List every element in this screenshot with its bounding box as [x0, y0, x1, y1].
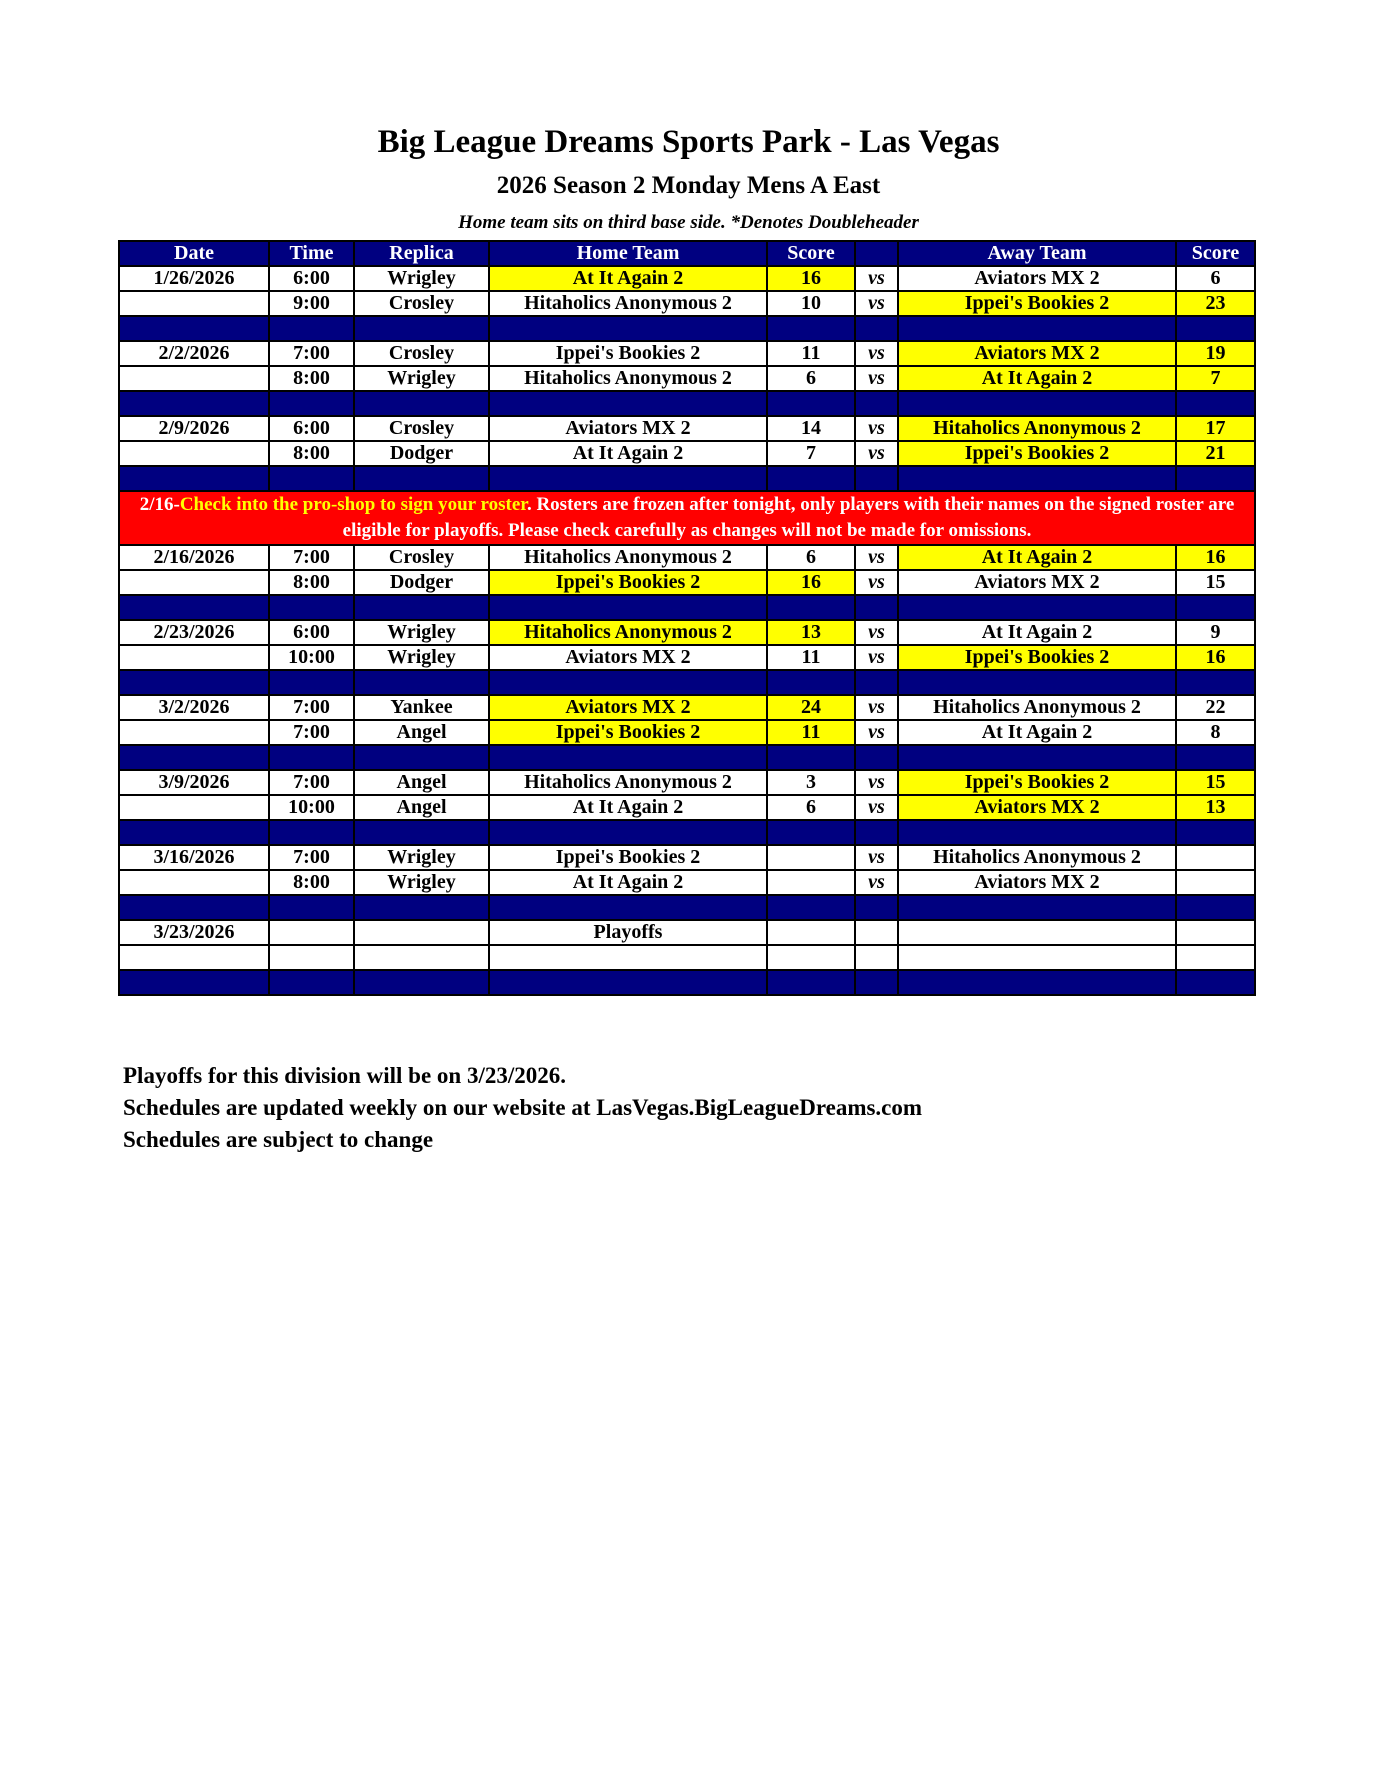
- game-row: [119, 845, 1255, 870]
- separator-cell: [354, 820, 489, 845]
- away-score-cell: 13: [1176, 795, 1255, 820]
- vs-cell: vs: [855, 366, 898, 391]
- time-cell: 10:00: [269, 645, 354, 670]
- game-row: [119, 870, 1255, 895]
- separator-cell: [269, 316, 354, 341]
- home-score-cell: [767, 945, 855, 970]
- vs-cell: vs: [855, 620, 898, 645]
- home-score-cell: 13: [767, 620, 855, 645]
- separator-cell: [489, 466, 767, 491]
- replica-cell: Wrigley: [354, 645, 489, 670]
- schedule-body: [119, 266, 1255, 995]
- game-row: [119, 291, 1255, 316]
- separator-cell: [489, 745, 767, 770]
- column-header-replica: Replica: [354, 241, 489, 266]
- home-score-cell: 24: [767, 695, 855, 720]
- separator-row: [119, 745, 1255, 770]
- away-team-cell: Hitaholics Anonymous 2: [898, 695, 1176, 720]
- time-cell: 7:00: [269, 341, 354, 366]
- date-cell: 3/23/2026: [119, 920, 269, 945]
- column-header-away-team: Away Team: [898, 241, 1176, 266]
- game-row: [119, 441, 1255, 466]
- time-cell: 8:00: [269, 570, 354, 595]
- separator-cell: [898, 391, 1176, 416]
- time-cell: 10:00: [269, 795, 354, 820]
- time-cell: 7:00: [269, 720, 354, 745]
- time-cell: [269, 945, 354, 970]
- separator-cell: [1176, 895, 1255, 920]
- date-cell: 2/2/2026: [119, 341, 269, 366]
- roster-notice: [119, 491, 1255, 545]
- separator-cell: [767, 391, 855, 416]
- time-cell: 7:00: [269, 845, 354, 870]
- replica-cell: Angel: [354, 770, 489, 795]
- away-score-cell: 15: [1176, 570, 1255, 595]
- replica-cell: Wrigley: [354, 366, 489, 391]
- away-team-cell: Aviators MX 2: [898, 870, 1176, 895]
- separator-cell: [898, 745, 1176, 770]
- separator-cell: [354, 595, 489, 620]
- separator-cell: [1176, 745, 1255, 770]
- date-cell: 3/16/2026: [119, 845, 269, 870]
- separator-cell: [767, 466, 855, 491]
- home-team-cell: At It Again 2: [489, 870, 767, 895]
- separator-cell: [855, 466, 898, 491]
- separator-cell: [269, 820, 354, 845]
- away-score-cell: [1176, 945, 1255, 970]
- separator-cell: [898, 820, 1176, 845]
- date-cell: 2/23/2026: [119, 620, 269, 645]
- home-team-cell: Aviators MX 2: [489, 416, 767, 441]
- date-cell: 2/9/2026: [119, 416, 269, 441]
- away-team-cell: [898, 945, 1176, 970]
- separator-cell: [767, 316, 855, 341]
- replica-cell: Dodger: [354, 441, 489, 466]
- vs-cell: vs: [855, 266, 898, 291]
- time-cell: 7:00: [269, 770, 354, 795]
- replica-cell: Angel: [354, 795, 489, 820]
- separator-cell: [354, 391, 489, 416]
- vs-cell: [855, 920, 898, 945]
- away-score-cell: [1176, 870, 1255, 895]
- away-score-cell: 15: [1176, 770, 1255, 795]
- separator-cell: [767, 820, 855, 845]
- date-cell: [119, 366, 269, 391]
- separator-cell: [767, 895, 855, 920]
- notice-highlight: Check into the pro-shop to sign your roster: [179, 494, 527, 515]
- time-cell: 7:00: [269, 545, 354, 570]
- vs-cell: vs: [855, 845, 898, 870]
- time-cell: 8:00: [269, 870, 354, 895]
- footer-playoffs-note: Playoffs for this division will be on 3/23/2026.: [123, 1063, 567, 1088]
- replica-cell: Angel: [354, 720, 489, 745]
- game-row: [119, 695, 1255, 720]
- game-row: [119, 795, 1255, 820]
- away-team-cell: Aviators MX 2: [898, 266, 1176, 291]
- game-row: [119, 545, 1255, 570]
- home-team-cell: At It Again 2: [489, 441, 767, 466]
- home-score-cell: 11: [767, 341, 855, 366]
- column-header-date: Date: [119, 241, 269, 266]
- home-score-cell: 11: [767, 645, 855, 670]
- away-score-cell: 16: [1176, 645, 1255, 670]
- date-cell: [119, 291, 269, 316]
- date-cell: [119, 795, 269, 820]
- away-score-cell: 6: [1176, 266, 1255, 291]
- game-row: [119, 416, 1255, 441]
- separator-cell: [1176, 595, 1255, 620]
- separator-cell: [855, 745, 898, 770]
- separator-cell: [489, 970, 767, 995]
- date-cell: 3/2/2026: [119, 695, 269, 720]
- away-team-cell: [898, 920, 1176, 945]
- game-row: [119, 341, 1255, 366]
- separator-cell: [1176, 391, 1255, 416]
- separator-cell: [767, 595, 855, 620]
- notice-prefix: 2/16-: [139, 494, 180, 515]
- home-team-cell: Hitaholics Anonymous 2: [489, 545, 767, 570]
- separator-row: [119, 391, 1255, 416]
- separator-cell: [898, 670, 1176, 695]
- game-row: [119, 366, 1255, 391]
- vs-cell: vs: [855, 870, 898, 895]
- separator-row: [119, 595, 1255, 620]
- vs-cell: vs: [855, 720, 898, 745]
- separator-cell: [354, 466, 489, 491]
- date-cell: [119, 945, 269, 970]
- home-team-cell: Hitaholics Anonymous 2: [489, 291, 767, 316]
- separator-row: [119, 895, 1255, 920]
- date-cell: [119, 570, 269, 595]
- separator-cell: [354, 895, 489, 920]
- separator-cell: [269, 970, 354, 995]
- away-team-cell: Ippei's Bookies 2: [898, 291, 1176, 316]
- home-score-cell: 14: [767, 416, 855, 441]
- time-cell: 6:00: [269, 620, 354, 645]
- vs-cell: vs: [855, 441, 898, 466]
- time-cell: 8:00: [269, 366, 354, 391]
- separator-cell: [489, 391, 767, 416]
- separator-cell: [269, 670, 354, 695]
- vs-cell: [855, 945, 898, 970]
- home-team-cell: Ippei's Bookies 2: [489, 845, 767, 870]
- home-team-cell: Ippei's Bookies 2: [489, 570, 767, 595]
- vs-cell: vs: [855, 695, 898, 720]
- separator-cell: [269, 466, 354, 491]
- separator-cell: [354, 316, 489, 341]
- away-score-cell: [1176, 920, 1255, 945]
- home-team-cell: At It Again 2: [489, 795, 767, 820]
- date-cell: [119, 870, 269, 895]
- vs-cell: vs: [855, 770, 898, 795]
- separator-cell: [119, 970, 269, 995]
- home-team-cell: At It Again 2: [489, 266, 767, 291]
- replica-cell: Crosley: [354, 291, 489, 316]
- home-team-cell: Hitaholics Anonymous 2: [489, 770, 767, 795]
- home-team-cell: Aviators MX 2: [489, 645, 767, 670]
- time-cell: 7:00: [269, 695, 354, 720]
- home-team-cell: Playoffs: [489, 920, 767, 945]
- home-team-cell: Ippei's Bookies 2: [489, 720, 767, 745]
- time-cell: 6:00: [269, 416, 354, 441]
- table-header-row: [119, 241, 1255, 266]
- date-cell: 2/16/2026: [119, 545, 269, 570]
- separator-cell: [855, 391, 898, 416]
- game-row: [119, 920, 1255, 945]
- page-title: Big League Dreams Sports Park - Las Vegas: [377, 124, 1000, 160]
- separator-cell: [898, 595, 1176, 620]
- date-cell: 3/9/2026: [119, 770, 269, 795]
- separator-cell: [269, 391, 354, 416]
- separator-cell: [1176, 820, 1255, 845]
- separator-cell: [269, 895, 354, 920]
- page-subtitle: 2026 Season 2 Monday Mens A East: [496, 172, 881, 199]
- game-row: [119, 945, 1255, 970]
- notice-text: . Rosters are frozen after tonight, only players with their names on the signed roster are eligible for playoffs. Please check carefully as changes will not be made for omissions.: [342, 494, 1235, 541]
- away-score-cell: 16: [1176, 545, 1255, 570]
- home-score-cell: [767, 845, 855, 870]
- time-cell: 6:00: [269, 266, 354, 291]
- game-row: [119, 570, 1255, 595]
- away-team-cell: At It Again 2: [898, 720, 1176, 745]
- replica-cell: Wrigley: [354, 845, 489, 870]
- vs-cell: vs: [855, 545, 898, 570]
- home-team-cell: [489, 945, 767, 970]
- separator-cell: [767, 670, 855, 695]
- away-score-cell: 23: [1176, 291, 1255, 316]
- vs-cell: vs: [855, 341, 898, 366]
- game-row: [119, 266, 1255, 291]
- separator-cell: [354, 745, 489, 770]
- away-score-cell: 21: [1176, 441, 1255, 466]
- home-score-cell: 7: [767, 441, 855, 466]
- replica-cell: [354, 920, 489, 945]
- column-header-home-team: Home Team: [489, 241, 767, 266]
- away-team-cell: Ippei's Bookies 2: [898, 441, 1176, 466]
- separator-cell: [354, 670, 489, 695]
- separator-cell: [855, 316, 898, 341]
- home-score-cell: [767, 920, 855, 945]
- separator-row: [119, 670, 1255, 695]
- separator-cell: [489, 670, 767, 695]
- away-team-cell: Aviators MX 2: [898, 795, 1176, 820]
- separator-cell: [119, 595, 269, 620]
- replica-cell: Crosley: [354, 416, 489, 441]
- home-score-cell: 6: [767, 795, 855, 820]
- vs-cell: vs: [855, 795, 898, 820]
- replica-cell: [354, 945, 489, 970]
- home-score-cell: [767, 870, 855, 895]
- away-score-cell: [1176, 845, 1255, 870]
- away-team-cell: At It Again 2: [898, 620, 1176, 645]
- separator-row: [119, 316, 1255, 341]
- game-row: [119, 720, 1255, 745]
- separator-cell: [489, 595, 767, 620]
- away-team-cell: Ippei's Bookies 2: [898, 645, 1176, 670]
- separator-cell: [354, 970, 489, 995]
- separator-cell: [119, 820, 269, 845]
- separator-cell: [119, 670, 269, 695]
- schedule-table: [118, 240, 1256, 996]
- away-team-cell: At It Again 2: [898, 545, 1176, 570]
- replica-cell: Wrigley: [354, 266, 489, 291]
- vs-cell: vs: [855, 570, 898, 595]
- column-header-time: Time: [269, 241, 354, 266]
- home-score-cell: 10: [767, 291, 855, 316]
- separator-cell: [119, 391, 269, 416]
- separator-cell: [489, 895, 767, 920]
- home-team-cell: Hitaholics Anonymous 2: [489, 620, 767, 645]
- separator-cell: [898, 316, 1176, 341]
- separator-cell: [119, 745, 269, 770]
- roster-notice-row: [119, 491, 1255, 545]
- date-cell: [119, 441, 269, 466]
- separator-cell: [767, 970, 855, 995]
- separator-cell: [898, 466, 1176, 491]
- date-cell: [119, 720, 269, 745]
- vs-cell: vs: [855, 416, 898, 441]
- separator-cell: [489, 820, 767, 845]
- column-header-away-score: Score: [1176, 241, 1255, 266]
- game-row: [119, 770, 1255, 795]
- away-score-cell: 19: [1176, 341, 1255, 366]
- replica-cell: Crosley: [354, 545, 489, 570]
- separator-row: [119, 820, 1255, 845]
- separator-cell: [855, 820, 898, 845]
- home-score-cell: 16: [767, 266, 855, 291]
- separator-cell: [1176, 670, 1255, 695]
- separator-cell: [855, 670, 898, 695]
- game-row: [119, 620, 1255, 645]
- away-score-cell: 7: [1176, 366, 1255, 391]
- separator-cell: [119, 895, 269, 920]
- time-cell: 8:00: [269, 441, 354, 466]
- separator-cell: [855, 895, 898, 920]
- separator-cell: [767, 745, 855, 770]
- separator-cell: [119, 466, 269, 491]
- home-team-cell: Ippei's Bookies 2: [489, 341, 767, 366]
- away-team-cell: At It Again 2: [898, 366, 1176, 391]
- away-team-cell: Hitaholics Anonymous 2: [898, 845, 1176, 870]
- column-header-vs: [855, 241, 898, 266]
- home-score-cell: 6: [767, 545, 855, 570]
- replica-cell: Crosley: [354, 341, 489, 366]
- separator-cell: [1176, 316, 1255, 341]
- home-team-note: Home team sits on third base side. *Denotes Doubleheader: [458, 212, 919, 233]
- away-score-cell: 8: [1176, 720, 1255, 745]
- home-score-cell: 11: [767, 720, 855, 745]
- replica-cell: Yankee: [354, 695, 489, 720]
- separator-cell: [1176, 970, 1255, 995]
- away-team-cell: Hitaholics Anonymous 2: [898, 416, 1176, 441]
- separator-cell: [855, 970, 898, 995]
- date-cell: [119, 645, 269, 670]
- away-team-cell: Aviators MX 2: [898, 341, 1176, 366]
- separator-cell: [119, 316, 269, 341]
- footer-notes: [123, 1060, 922, 1156]
- separator-cell: [898, 895, 1176, 920]
- separator-cell: [269, 745, 354, 770]
- separator-row: [119, 970, 1255, 995]
- footer-change-note: Schedules are subject to change: [123, 1127, 434, 1152]
- replica-cell: Wrigley: [354, 620, 489, 645]
- away-score-cell: 17: [1176, 416, 1255, 441]
- replica-cell: Wrigley: [354, 870, 489, 895]
- away-score-cell: 9: [1176, 620, 1255, 645]
- separator-cell: [1176, 466, 1255, 491]
- separator-cell: [269, 595, 354, 620]
- vs-cell: vs: [855, 291, 898, 316]
- home-score-cell: 6: [767, 366, 855, 391]
- footer-website-note: Schedules are updated weekly on our website at LasVegas.BigLeagueDreams.com: [123, 1095, 923, 1120]
- away-team-cell: Ippei's Bookies 2: [898, 770, 1176, 795]
- separator-row: [119, 466, 1255, 491]
- separator-cell: [855, 595, 898, 620]
- replica-cell: Dodger: [354, 570, 489, 595]
- column-header-home-score: Score: [767, 241, 855, 266]
- home-team-cell: Hitaholics Anonymous 2: [489, 366, 767, 391]
- time-cell: 9:00: [269, 291, 354, 316]
- home-score-cell: 3: [767, 770, 855, 795]
- away-score-cell: 22: [1176, 695, 1255, 720]
- home-score-cell: 16: [767, 570, 855, 595]
- separator-cell: [898, 970, 1176, 995]
- date-cell: 1/26/2026: [119, 266, 269, 291]
- home-team-cell: Aviators MX 2: [489, 695, 767, 720]
- game-row: [119, 645, 1255, 670]
- time-cell: [269, 920, 354, 945]
- away-team-cell: Aviators MX 2: [898, 570, 1176, 595]
- separator-cell: [489, 316, 767, 341]
- vs-cell: vs: [855, 645, 898, 670]
